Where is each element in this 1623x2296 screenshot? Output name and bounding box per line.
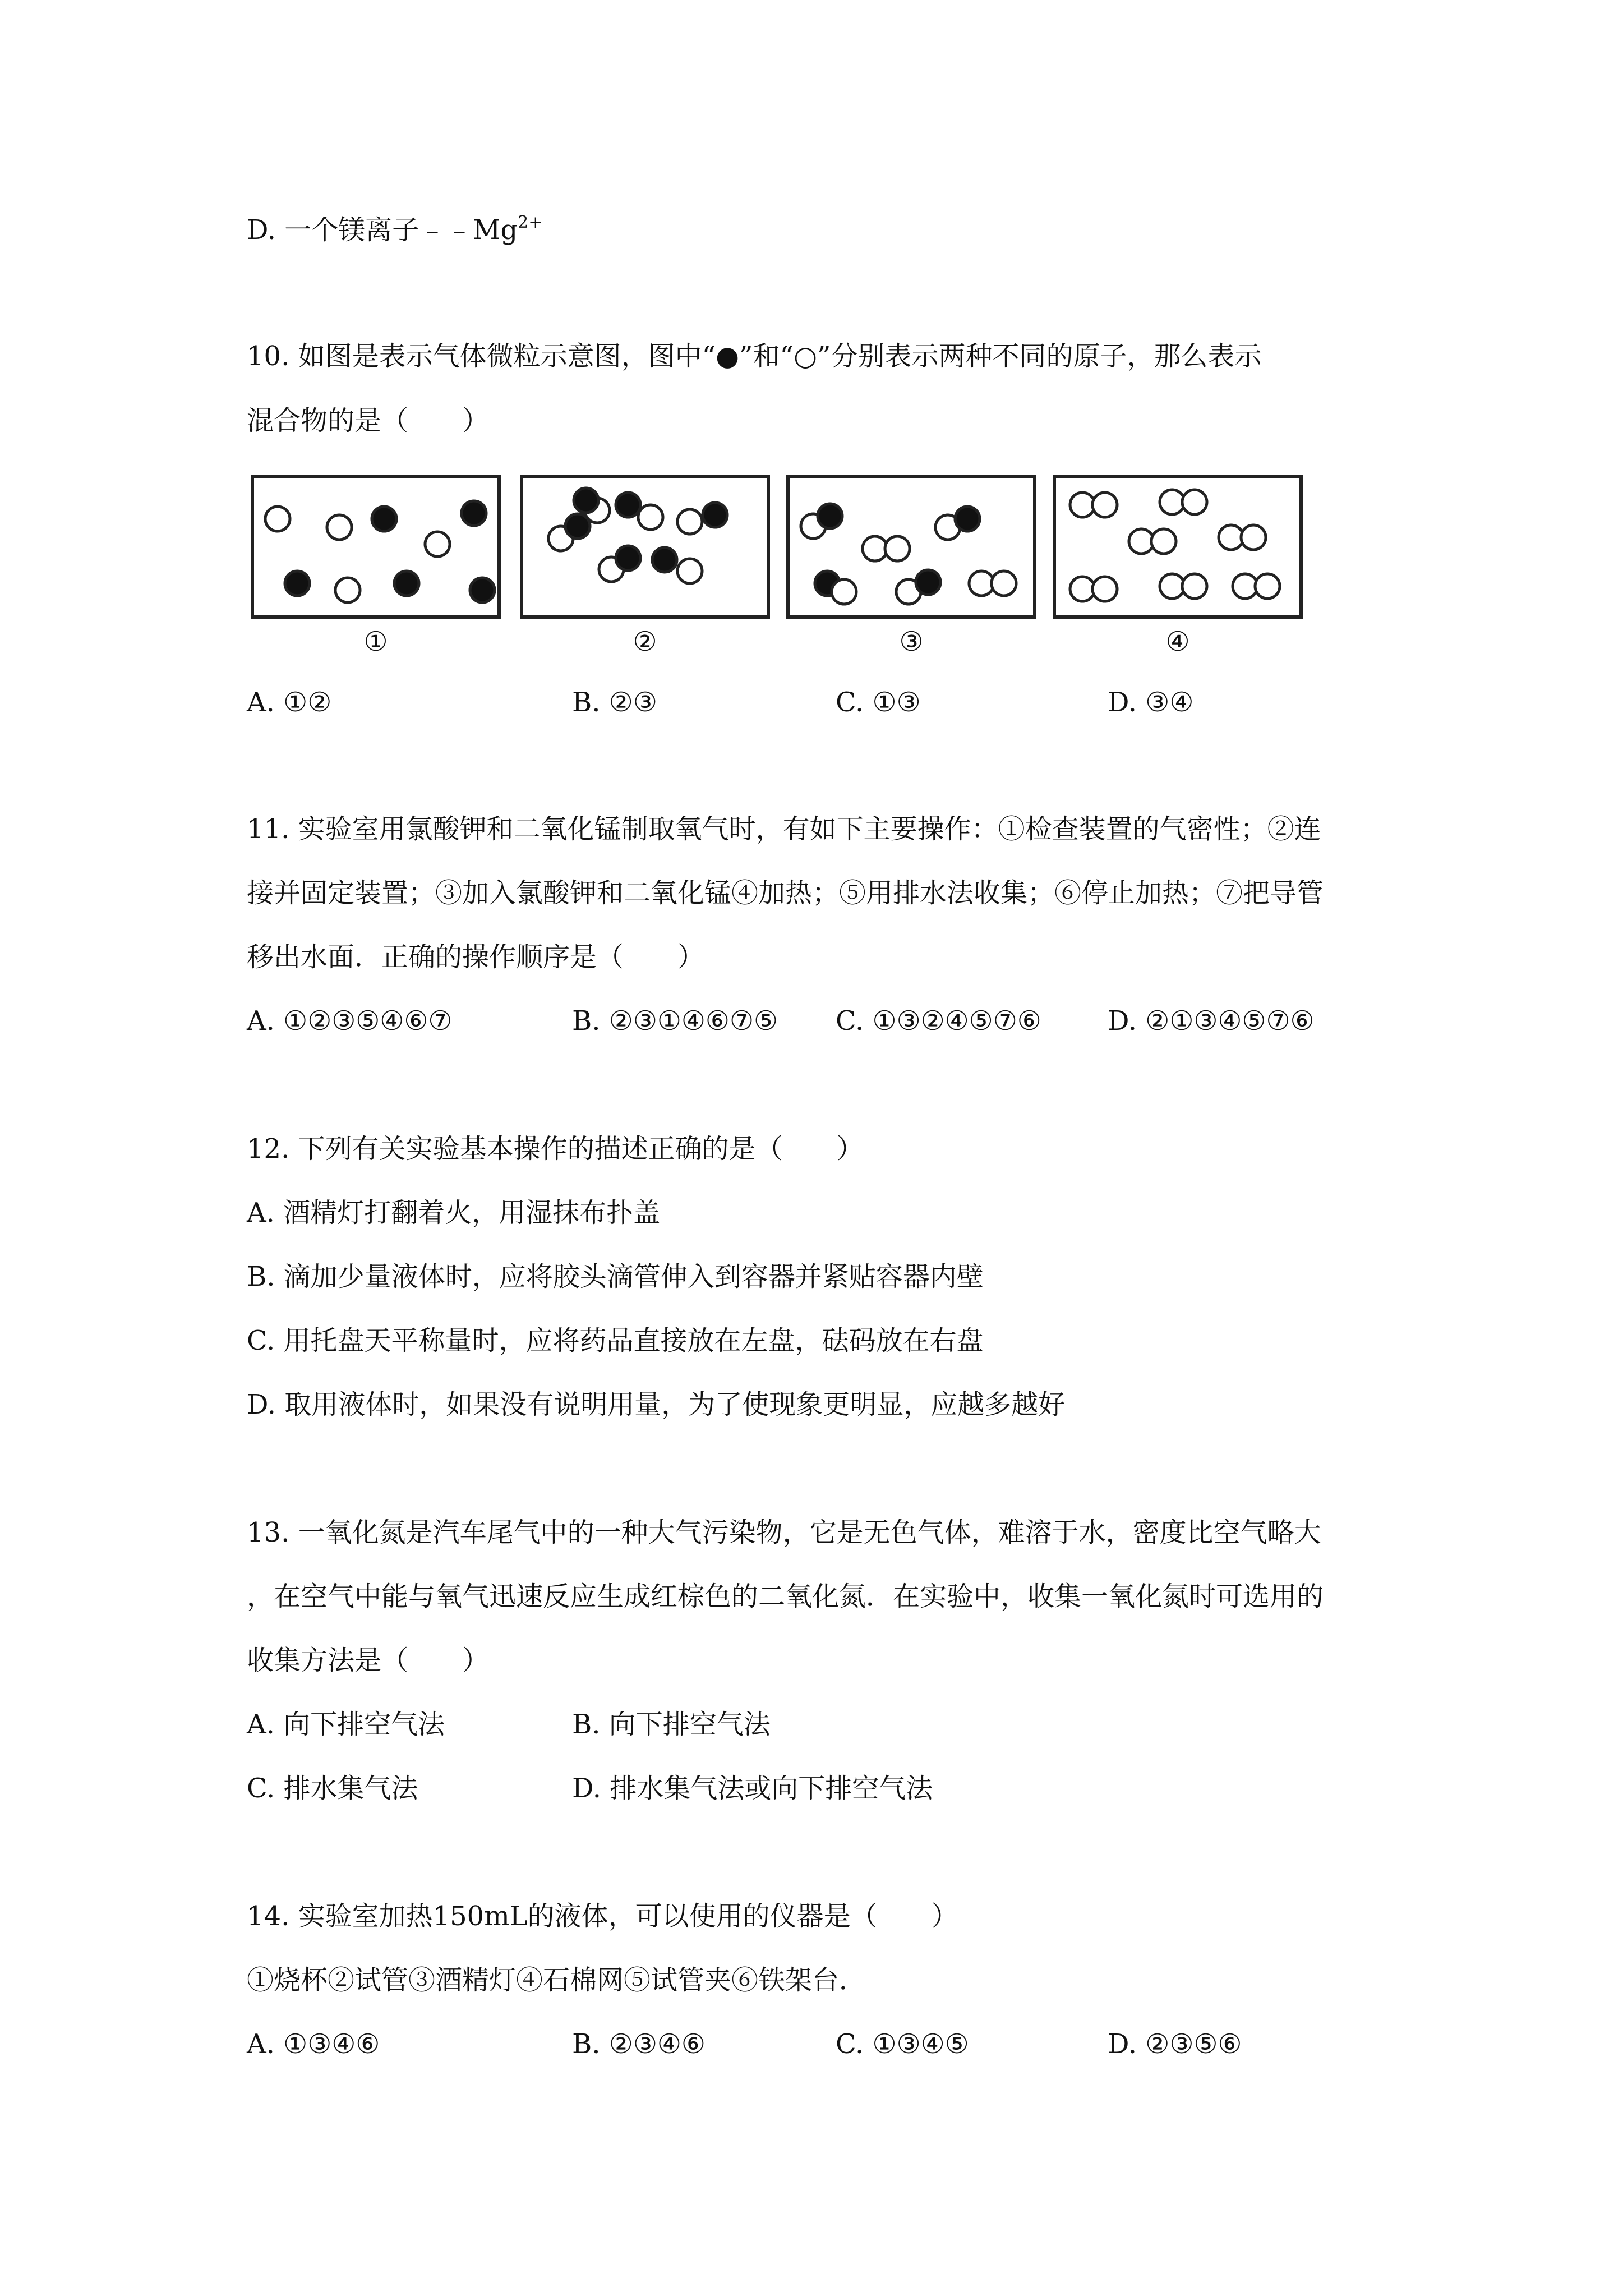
mg-charge: 2+ [518,213,543,232]
panel-4-particles [1070,490,1280,601]
q14-option-a: A. ①③④⑥ [247,2028,380,2060]
panel-3-particles [801,504,1016,604]
q13-option-a: A. 向下排空气法 [247,1709,445,1740]
q10-option-b: B. ②③ [572,687,657,718]
q9-option-d: D. 一个镁离子$﹣﹣Mg^{2+}$ [247,213,543,246]
q12-option-b: B. 滴加少量液体时，应将胶头滴管伸入到容器并紧贴容器内壁 [247,1261,984,1292]
q10-option-a: A. ①② [247,687,332,718]
q12-stem: 12. 下列有关实验基本操作的描述正确的是（ ） [247,1133,864,1165]
q13-option-b: B. 向下排空气法 [572,1709,771,1740]
panel-label-4: ④ [1165,626,1190,657]
q14-option-c: C. ①③④⑤ [836,2028,969,2060]
q11-stem-line1: 11. 实验室用氯酸钾和二氧化锰制取氧气时，有如下主要操作：①检查装置的气密性；②连 [247,813,1321,845]
q13-stem-line3: 收集方法是（ ） [247,1645,490,1676]
q14-items: ①烧杯②试管③酒精灯④石棉网⑤试管夹⑥铁架台． [247,1964,866,1996]
panel-label-3: ③ [899,626,924,657]
panel-2-particles [548,488,727,583]
q11-stem-line3: 移出水面．正确的操作顺序是（ ） [247,941,705,973]
q11-option-c: C. ①③②④⑤⑦⑥ [836,1005,1041,1037]
q10-option-d: D. ③④ [1108,687,1194,718]
q14-stem: 14. 实验室加热150mL的液体，可以使用的仪器是（ ） [247,1901,958,1932]
panel-1-particles [265,501,495,602]
q14-option-d: D. ②③⑤⑥ [1108,2028,1242,2060]
q13-stem-line1: 13. 一氧化氮是汽车尾气中的一种大气污染物，它是无色气体，难溶于水，密度比空气略大 [247,1517,1321,1548]
q13-stem-line2: ，在空气中能与氧气迅速反应生成红棕色的二氧化氮．在实验中，收集一氧化氮时可选用的 [247,1581,1324,1612]
q12-option-c: C. 用托盘天平称量时，应将药品直接放在左盘，砝码放在右盘 [247,1325,984,1356]
q10-option-c: C. ①③ [836,687,921,718]
panel-1-box [252,477,499,617]
q11-option-d: D. ②①③④⑤⑦⑥ [1108,1005,1315,1037]
panel-label-2: ② [633,626,657,657]
q11-option-b: B. ②③①④⑥⑦⑤ [572,1005,778,1037]
particle-diagram [247,471,1312,668]
q12-option-d: D. 取用液体时，如果没有说明用量，为了使现象更明显，应越多越好 [247,1389,1066,1420]
q13-option-c: C. 排水集气法 [247,1773,418,1804]
panel-label-1: ① [363,626,388,657]
q13-option-d: D. 排水集气法或向下排空气法 [572,1773,933,1804]
q11-option-a: A. ①②③⑤④⑥⑦ [247,1005,453,1037]
q10-stem-line2: 混合物的是（ ） [247,405,490,436]
q10-stem-line1: 10. 如图是表示气体微粒示意图，图中“●”和“○”分别表示两种不同的原子，那么表示 [247,341,1262,372]
q14-option-b: B. ②③④⑥ [572,2028,706,2060]
q11-stem-line2: 接并固定装置；③加入氯酸钾和二氧化锰④加热；⑤用排水法收集；⑥停止加热；⑦把导管 [247,877,1324,909]
q12-option-a: A. 酒精灯打翻着火，用湿抹布扑盖 [247,1197,661,1228]
